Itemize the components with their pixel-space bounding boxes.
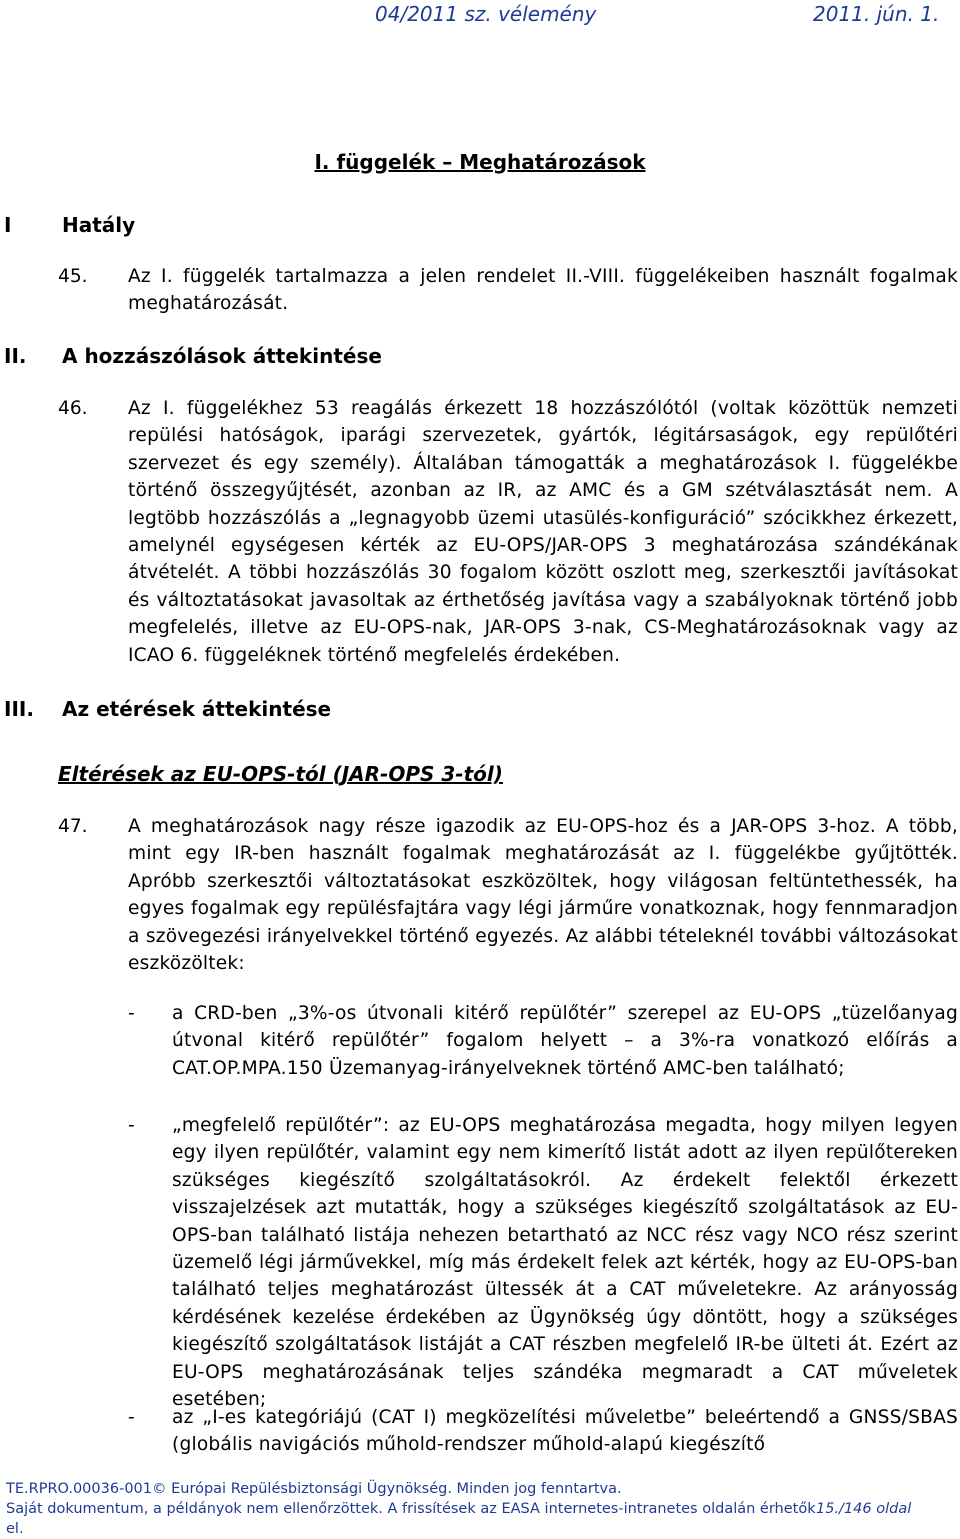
page-title	[0, 150, 960, 174]
paragraph-text: Az I. függelékhez 53 reagálás érkezett 18 hozzászólótól (voltak közöttük nemzeti repülési hatóságok, iparági szervezetek, gyártók, légitársaságok, egy repülőtéri szervezet és egy személy). Általában támogatták a meghatározások I. függelékbe történő összegyűjtését, azonban az IR, az AMC és a GM szétválasztását nem. A legtöbb hozzászólás a „legnagyobb üzemi utasülés-konfiguráció” szócikkhez érkezett, amelynél egységesen kérték az EU-OPS/JAR-OPS 3 meghatározása szándékának átvételét. A többi hozzászólás 30 fogalom között oszlott meg, szerkesztői javításokat és változtatásokat javasoltak az érthetőség javítása vagy a szabályoknak történő jobb megfelelés, illetve az EU-OPS-nak, JAR-OPS 3-nak, CS-Meghatározásoknak vagy az ICAO 6. függeléknek történő megfelelés érdekében.	[128, 398, 958, 666]
list-item-text: az „I-es kategóriájú (CAT I) megközelítési műveletbe” beleértendő a GNSS/SBAS (globális navigációs műhold-rendszer műhold-alapú kiegészítő	[172, 1407, 958, 1456]
footer-notice-continued: el.	[6, 1521, 24, 1537]
paragraph-46	[58, 395, 958, 695]
section-title: Az etérések áttekintése	[62, 697, 332, 721]
footer-copyright: TE.RPRO.00036-001© Európai Repülésbiztonsági Ügynökség. Minden jog fenntartva.	[6, 1481, 622, 1497]
section-number: I	[4, 213, 12, 237]
paragraph-45	[58, 263, 958, 319]
paragraph-47	[58, 813, 958, 983]
list-item-text: „megfelelő repülőtér”: az EU-OPS meghatározása megadta, hogy milyen legyen egy ilyen repülőtér, valamint egy nem kimerítő listát adott az ilyen repülőtereken szükséges kiegészítő szolgáltatásokról. Az érdekelt felektől érkezett visszajelzések azt mutatták, hogy a szükséges kiegészítő szolgáltatások az EU-OPS-ban található listája nehezen betartható az NCC rész vagy NCO rész szerint üzemelő légi járművekkel, míg más érdekelt felek azt kérték, hogy az EU-OPS-ban található teljes meghatározást ültessék át a CAT műveletekre. Az arányosság kérdésének kezelése érdekében az Ügynökség úgy döntött, hogy a szükséges kiegészítő szolgáltatások listáját a CAT részben megfelelő IR-be ülteti át. Ezért az EU-OPS meghatározásának teljes szándéka megmaradt a CAT műveletek esetében;	[172, 1115, 958, 1411]
section-title: A hozzászólások áttekintése	[62, 344, 382, 368]
footer-notice	[6, 1499, 956, 1519]
page-header	[375, 2, 960, 28]
list-item-text: a CRD-ben „3%-os útvonali kitérő repülőtér” szerepel az EU-OPS „tüzelőanyag útvonal kitérő repülőtér” fogalom helyett – a 3%-ra vonatkozó előírás a CAT.OP.MPA.150 Üzemanyag-irányelveknek történő AMC-ben található;	[172, 1003, 958, 1079]
section-number: III.	[4, 697, 34, 721]
list-dash: -	[128, 1407, 135, 1428]
paragraph-number: 46.	[58, 398, 88, 419]
footer-notice-text: Saját dokumentum, a példányok nem ellenőrzöttek. A frissítések az EASA internetes-intranetes oldalán érhetők	[6, 1501, 816, 1517]
paragraph-number: 45.	[58, 266, 88, 287]
list-dash: -	[128, 1115, 135, 1136]
section-title: Hatály	[62, 213, 136, 237]
header-date: 2011. jún. 1.	[813, 2, 940, 26]
paragraph-text: Az I. függelék tartalmazza a jelen rendelet II.-VIII. függelékeiben használt fogalmak meghatározását.	[128, 266, 958, 315]
subheading: Eltérések az EU-OPS-tól (JAR-OPS 3-tól)	[58, 762, 503, 786]
section-number: II.	[4, 344, 27, 368]
list-item	[128, 1000, 958, 1084]
list-item	[128, 1112, 958, 1411]
paragraph-text: A meghatározások nagy része igazodik az EU-OPS-hoz és a JAR-OPS 3-hoz. A több, mint egy IR-ben használt fogalmak meghatározását az I. függelékbe gyűjtötték. Apróbb szerkesztői változtatásokat eszközöltek, hogy világosan feltüntethessék, ha egyes fogalmak egy repülésfajtára vagy légi járműre vonatkoznak, hogy fennmaradjon a szövegezési irányelvekkel történő egyezés. Az alábbi tételeknél további változásokat eszközöltek:	[128, 816, 958, 975]
header-opinion-number: 04/2011 sz. vélemény	[375, 2, 597, 26]
page-title-text: I. függelék – Meghatározások	[314, 150, 646, 174]
list-item	[128, 1404, 958, 1464]
paragraph-number: 47.	[58, 816, 88, 837]
list-dash: -	[128, 1003, 135, 1024]
page-number: 15./146 oldal	[816, 1501, 912, 1517]
page-footer	[6, 1479, 956, 1539]
